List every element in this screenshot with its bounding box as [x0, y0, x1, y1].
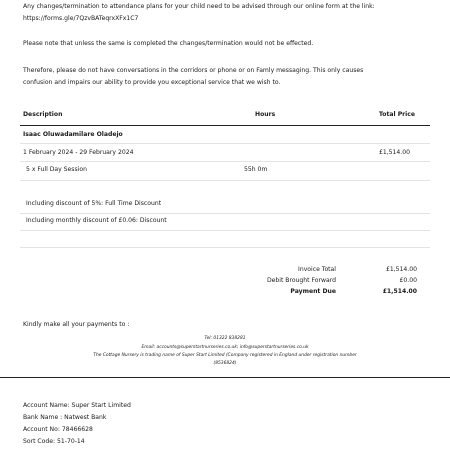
- bank-sort-code: Sort Code: 51-70-14: [23, 438, 85, 445]
- child-name: Isaac Oluwadamilare Oladejo: [23, 131, 123, 138]
- debit-brought-forward-label: Debit Brought Forward: [266, 277, 336, 284]
- col-total-header: Total Price: [378, 111, 415, 118]
- row-divider: [20, 180, 430, 181]
- company-registration: The Cottage Nursery is trading name of Super Start Limited (Company registered in England under registration number: [93, 353, 357, 358]
- col-description-header: Description: [23, 111, 63, 118]
- payment-instruction: Kindly make all your payments to :: [23, 321, 130, 328]
- debit-brought-forward-value: £0.00: [399, 277, 417, 284]
- invoice-total-value: £1,514.00: [385, 266, 417, 273]
- session-hours: 55h 0m: [244, 166, 268, 173]
- intro-line-3b: confusion and impairs our ability to provide you exceptional service that we wish to.: [23, 79, 281, 86]
- bank-name: Bank Name : Natwest Bank: [23, 414, 107, 421]
- payment-due-value: £1,514.00: [382, 288, 417, 295]
- company-number: (8536824): [213, 361, 237, 366]
- payment-due-label: Payment Due: [290, 288, 336, 295]
- discount-monthly: Including monthly discount of £0.06: Discount: [26, 217, 167, 224]
- invoice-total-label: Invoice Total: [298, 266, 336, 273]
- period-total: £1,514.00: [378, 149, 410, 156]
- attendance-form-link[interactable]: https://forms.gle/7QzvBATeqrxXFx1C7: [23, 15, 139, 22]
- header-divider: [20, 125, 430, 126]
- intro-line-1: Any changes/termination to attendance plans for your child need to be advised through our online form at the link:: [23, 3, 375, 10]
- billing-period: 1 February 2024 - 29 February 2024: [23, 149, 134, 156]
- discount-full-time: Including discount of 5%: Full Time Discount: [26, 200, 162, 207]
- bank-account-number: Account No: 78466628: [23, 426, 93, 433]
- row-divider: [20, 143, 430, 144]
- row-divider: [20, 247, 430, 248]
- row-divider: [20, 161, 430, 162]
- section-divider: [0, 377, 450, 378]
- col-hours-header: Hours: [255, 111, 276, 118]
- row-divider: [20, 213, 430, 214]
- bank-account-name: Account Name: Super Start Limited: [23, 402, 131, 409]
- intro-line-2: Please note that unless the same is completed the changes/termination would not be effected.: [23, 40, 314, 47]
- row-divider: [20, 230, 430, 231]
- session-label: 5 x Full Day Session: [26, 166, 87, 173]
- contact-telephone: Tel: 01322 838281: [204, 336, 246, 341]
- intro-line-3a: Therefore, please do not have conversations in the corridors or phone or on Famly messaging. This only causes: [23, 67, 364, 74]
- contact-email: Email: accounts@superstartnurseries.co.uk; info@superstartnurseries.co.uk: [141, 345, 309, 350]
